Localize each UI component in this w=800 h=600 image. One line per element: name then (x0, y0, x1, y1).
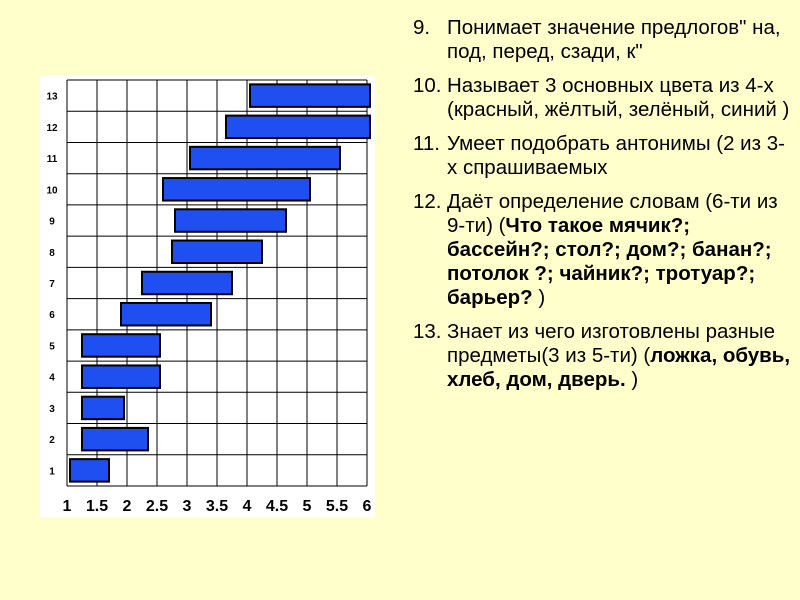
bar-row-3 (82, 397, 124, 419)
criterion-text: ) (532, 286, 546, 309)
criterion-emphasis: Что такое мячик?; бассейн?; стол?; дом?; банан?; потолок ?; чайник?; тротуар?; барьер? (447, 214, 772, 309)
y-tick-label: 2 (49, 435, 55, 447)
bar-row-8 (172, 241, 262, 263)
y-tick-label: 1 (49, 466, 55, 478)
x-tick-label: 6 (362, 498, 372, 515)
y-tick-label: 9 (49, 216, 55, 228)
criterion-item (413, 74, 793, 122)
y-tick-label: 4 (49, 372, 55, 384)
criterion-number: 11. (413, 132, 440, 155)
criterion-text: ) (625, 368, 639, 391)
bar-row-11 (190, 147, 340, 169)
y-tick-label: 12 (46, 122, 58, 134)
x-tick-label: 1 (62, 498, 72, 515)
x-tick-label: 2.5 (145, 498, 169, 515)
x-tick-label: 4.5 (265, 498, 289, 515)
x-tick-label: 3 (182, 498, 192, 515)
criterion-number: 13. (413, 320, 442, 343)
x-tick-label: 3.5 (205, 498, 229, 515)
x-tick-label: 4 (242, 498, 252, 515)
y-tick-label: 6 (49, 310, 55, 322)
criterion-item (413, 16, 793, 64)
criterion-text: Даёт определение словам (6-ти из 9-ти) ( (447, 190, 778, 237)
y-tick-label: 5 (49, 341, 55, 353)
range-bar-chart (40, 75, 375, 517)
criterion-text: Понимает значение предлогов" на, под, перед, сзади, к" (447, 16, 781, 63)
x-tick-label: 5 (302, 498, 312, 515)
criteria-list (413, 16, 793, 402)
y-tick-label: 3 (49, 403, 55, 415)
bar-row-12 (226, 116, 370, 138)
x-tick-label: 1.5 (85, 498, 109, 515)
criterion-number: 10. (413, 74, 442, 97)
bar-row-6 (121, 303, 211, 325)
criterion-item (413, 132, 793, 180)
criterion-text: Умеет подобрать антонимы (2 из 3-х спрашиваемых (447, 132, 785, 179)
bar-row-2 (82, 428, 148, 450)
criterion-emphasis: ложка, обувь, хлеб, дом, дверь. (447, 344, 791, 391)
criterion-item (413, 320, 793, 392)
bar-row-9 (175, 209, 286, 231)
bar-row-1 (70, 459, 109, 481)
bar-row-4 (82, 365, 160, 387)
bar-row-10 (163, 178, 310, 200)
y-tick-label: 8 (49, 247, 55, 259)
criterion-text: Называет 3 основных цвета из 4-х (красный, жёлтый, зелёный, синий ) (447, 74, 790, 121)
y-tick-label: 7 (49, 279, 55, 290)
bars (70, 84, 370, 481)
y-tick-label: 13 (46, 91, 58, 103)
criterion-text: Знает из чего изготовлены разные предметы(3 из 5-ти) ( (447, 320, 776, 367)
y-axis-ticks (46, 92, 58, 478)
y-tick-label: 10 (46, 185, 58, 197)
x-tick-label: 2 (122, 498, 132, 515)
bar-row-13 (250, 84, 370, 106)
bar-row-7 (142, 272, 232, 294)
criterion-item (413, 190, 793, 310)
criterion-number: 9. (413, 16, 431, 39)
x-tick-label: 5.5 (325, 498, 349, 515)
y-tick-label: 11 (46, 154, 58, 166)
x-axis-ticks (63, 498, 372, 515)
bar-row-5 (82, 334, 160, 356)
chart-panel (40, 75, 375, 517)
criterion-number: 12. (413, 190, 442, 213)
